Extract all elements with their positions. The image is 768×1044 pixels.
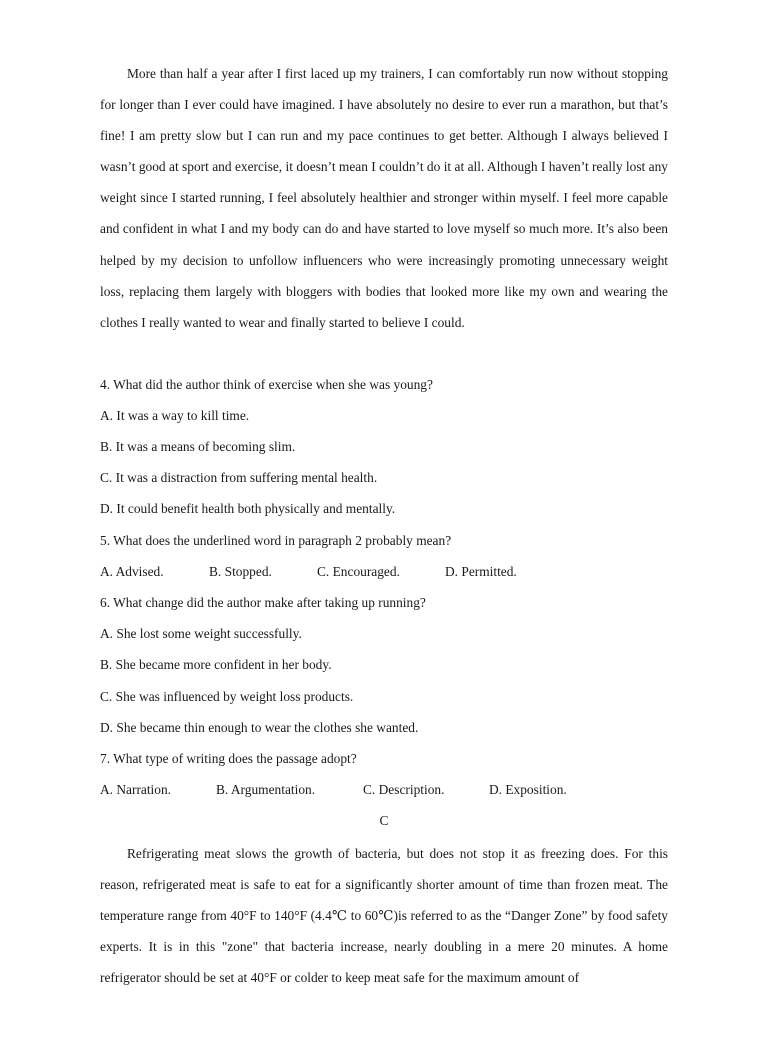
question-6-stem: 6. What change did the author make after taking up running? [100,595,426,610]
question-6-option-d: D. She became thin enough to wear the clothes she wanted. [100,720,419,735]
passage-b-paragraph: More than half a year after I first laced up my trainers, I can comfortably run now without stopping for longer than I ever could have imagined. I have absolutely no desire to ever run a marathon, but that’s fine! I am pretty slow but I can run and my pace continues to get better. Although I always believed I wasn’t good at sport and exercise, it doesn’t mean I couldn’t do it at all. Although I haven’t really lost any weight since I started running, I feel absolutely healthier and stronger within myself. I feel more capable and confident in what I and my body can do and have started to love myself so much more. It’s also been helped by my decision to unfollow influencers who were increasingly promoting unnecessary weight loss, replacing them largely with bloggers with bodies that looked more like my own and wearing the clothes I really wanted to wear and finally started to believe I could. [100,66,668,330]
question-7-options [100,780,668,800]
question-5-option-c: C. Encouraged. [317,564,400,579]
question-5-stem: 5. What does the underlined word in paragraph 2 probably mean? [100,533,452,548]
question-4-option-c: C. It was a distraction from suffering mental health. [100,470,378,485]
question-5-option-a: A. Advised. [100,564,164,579]
question-4-option-a: A. It was a way to kill time. [100,408,250,423]
question-6-option-c: C. She was influenced by weight loss products. [100,689,354,704]
question-5-option-d: D. Permitted. [445,564,517,579]
question-7-option-d: D. Exposition. [489,782,567,797]
question-4-option-b: B. It was a means of becoming slim. [100,439,296,454]
question-7-stem: 7. What type of writing does the passage adopt? [100,751,357,766]
question-5-option-b: B. Stopped. [209,564,272,579]
section-c-heading: C [379,813,389,828]
question-6-option-a: A. She lost some weight successfully. [100,626,302,641]
question-7-option-a: A. Narration. [100,782,172,797]
question-4-option-d: D. It could benefit health both physically and mentally. [100,501,396,516]
passage-c-paragraph: Refrigerating meat slows the growth of bacteria, but does not stop it as freezing does. For this reason, refrigerated meat is safe to eat for a significantly shorter amount of time than frozen meat. The temperature range from 40°F to 140°F (4.4℃ to 60℃)is referred to as the “Danger Zone” by food safety experts. It is in this "zone" that bacteria increase, nearly doubling in a mere 20 minutes. A home refrigerator should be set at 40°F or colder to keep meat safe for the maximum amount of [100,846,668,986]
question-5-options [100,562,668,582]
question-7-option-c: C. Description. [363,782,445,797]
question-4-stem: 4. What did the author think of exercise when she was young? [100,377,433,392]
question-7-option-b: B. Argumentation. [216,782,316,797]
question-6-option-b: B. She became more confident in her body. [100,657,332,672]
